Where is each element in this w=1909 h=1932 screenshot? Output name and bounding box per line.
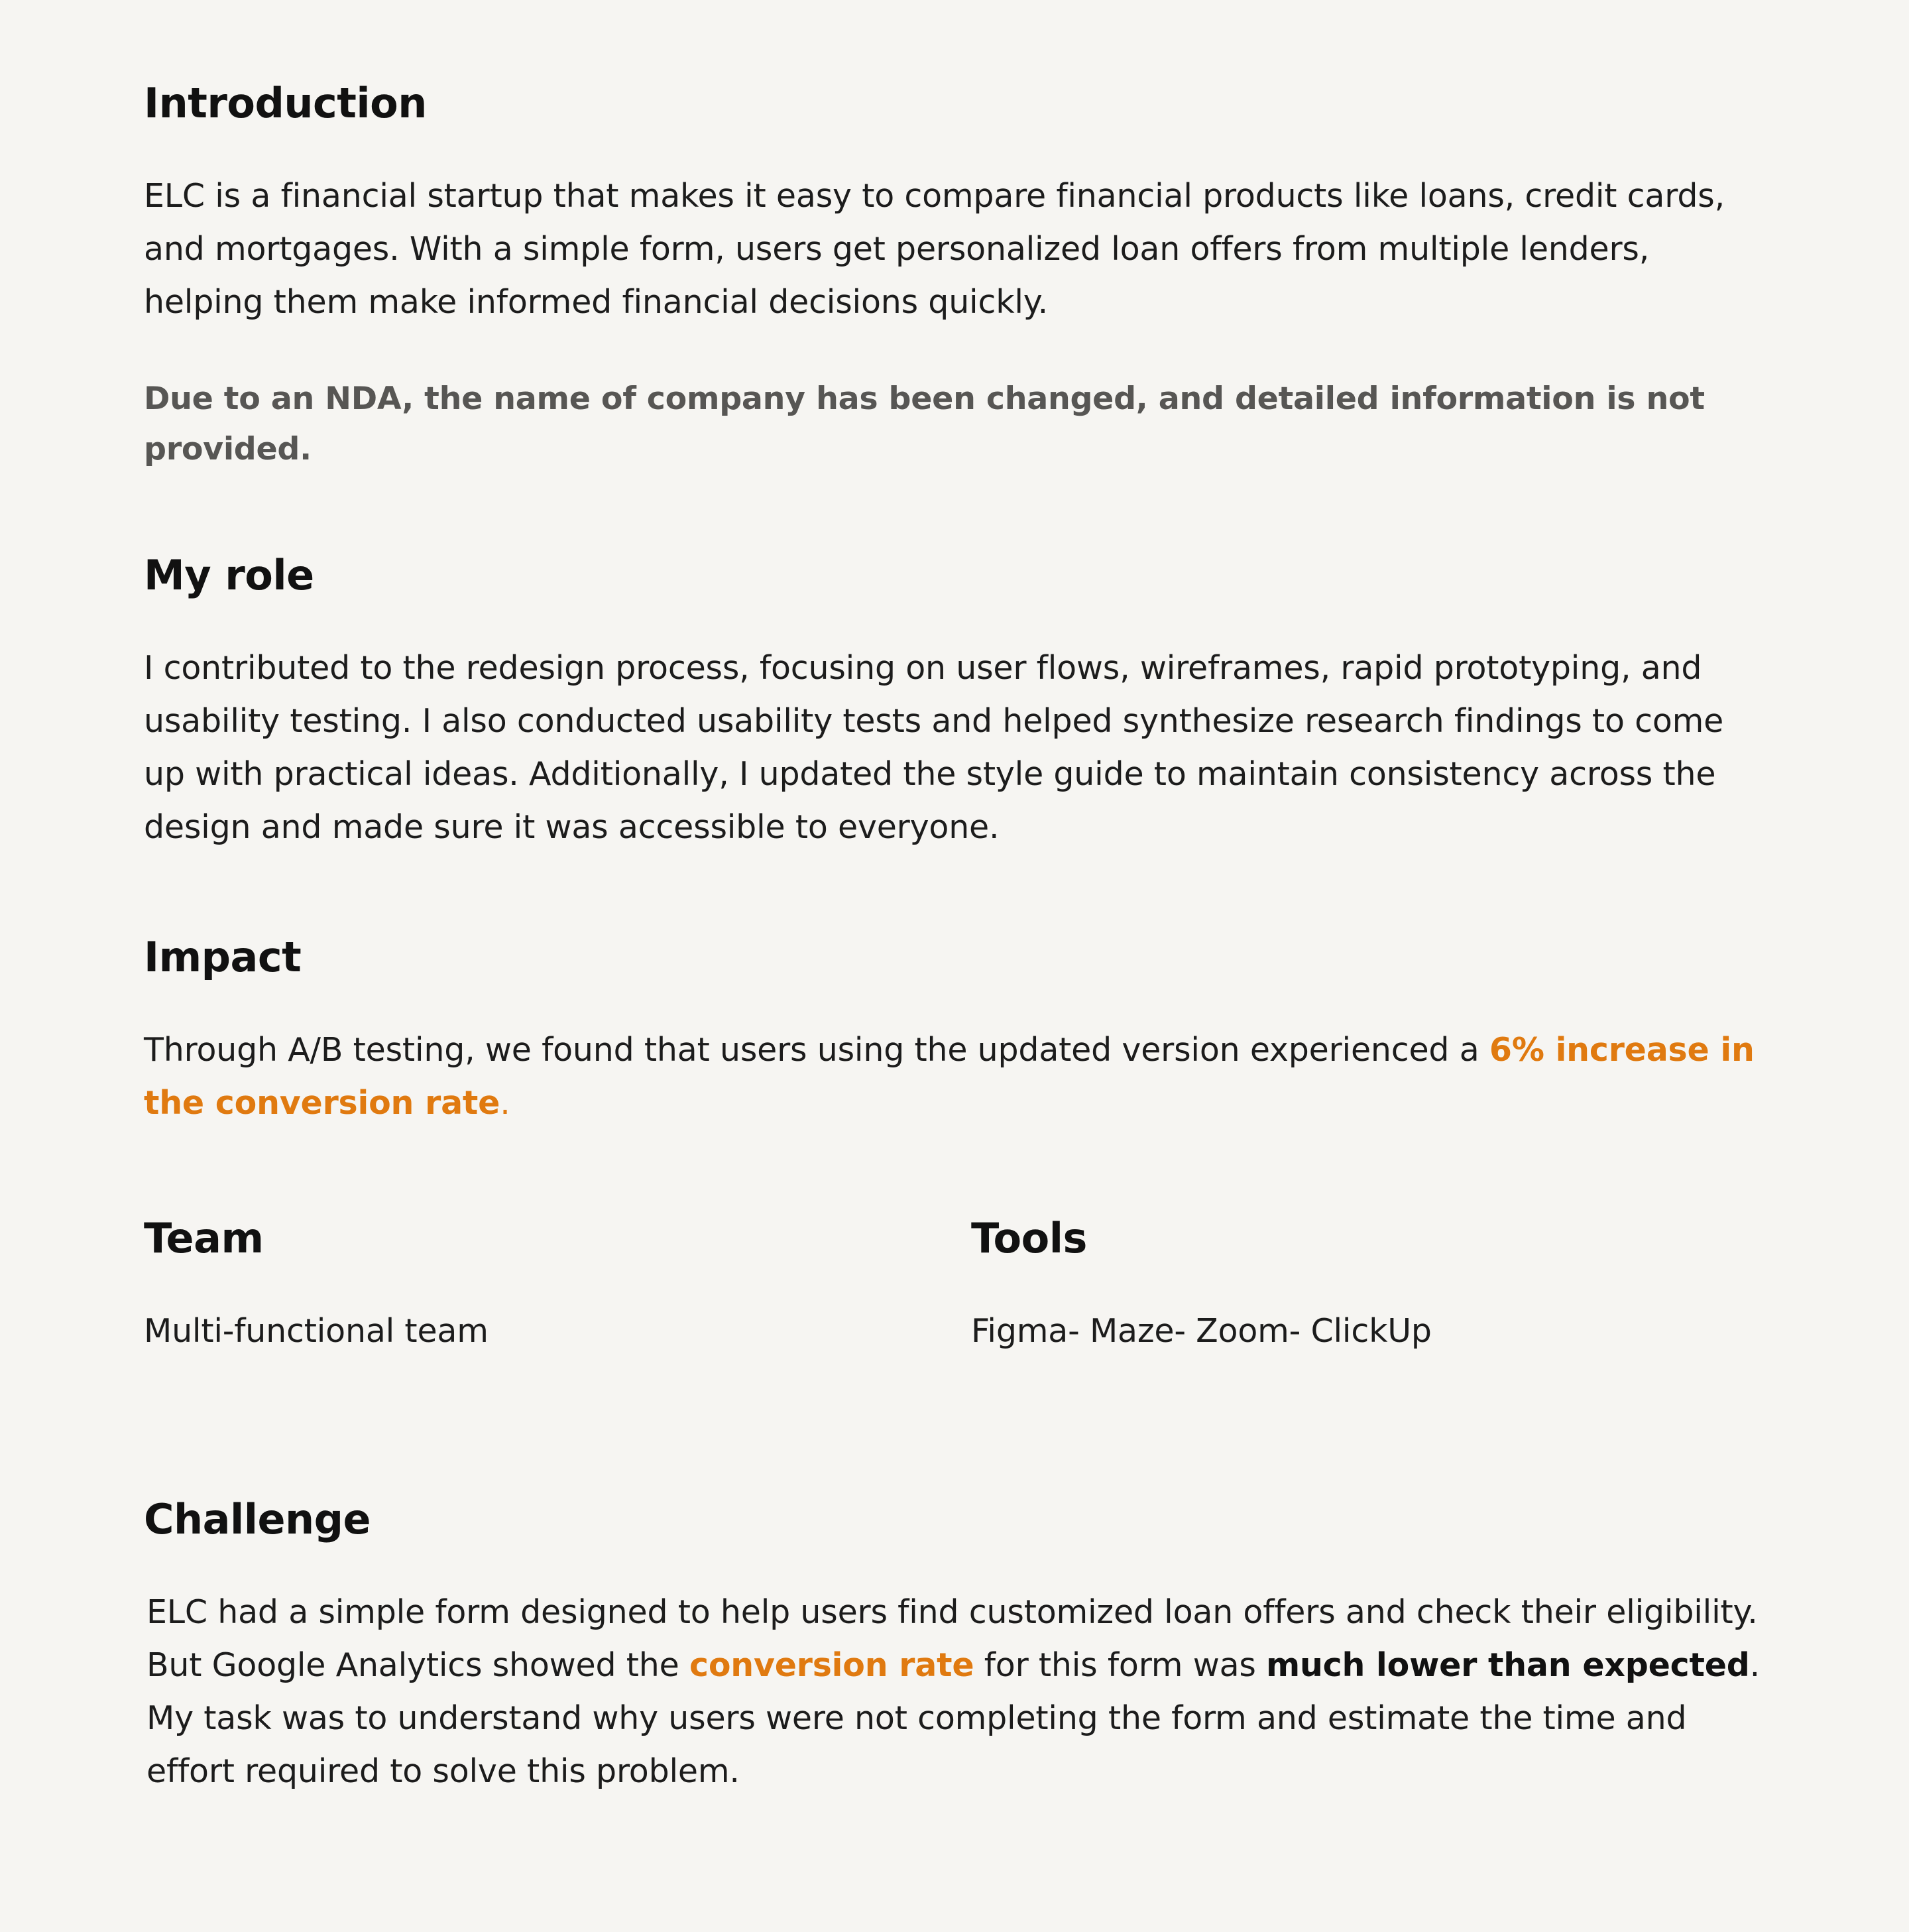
challenge-text-3: . My task was to understand why users were not completing the form and estimate the time and effort required to solve this problem.: [146, 1646, 1761, 1790]
challenge-highlight: conversion rate: [689, 1646, 974, 1684]
impact-section: [144, 928, 1768, 1130]
team-tools-row: [144, 1209, 1768, 1358]
team-heading: Team: [144, 1214, 264, 1262]
role-heading: My role: [144, 551, 314, 599]
introduction-paragraph: ELC is a financial startup that makes it easy to compare financial products like loans, credit cards, and mortgages. With a simple form, users get personalized loan offers from multiple lenders, helping them make informed financial decisions quickly.: [144, 177, 1725, 321]
challenge-section: [144, 1490, 1768, 1798]
challenge-heading: Challenge: [144, 1495, 371, 1543]
team-section: [144, 1209, 971, 1358]
challenge-bold: much lower than expected: [1266, 1646, 1750, 1684]
challenge-paragraph: [144, 1586, 1768, 1798]
impact-paragraph: [144, 1024, 1768, 1130]
tools-section: [971, 1209, 1766, 1358]
impact-heading: Impact: [144, 933, 302, 981]
challenge-text-1: ELC had a simple form designed to help users find customized loan offers and check their eligibility. But Google Analytics showed the: [146, 1593, 1758, 1684]
impact-text: Through A/B testing, we found that users using the updated version experienced a: [144, 1031, 1489, 1069]
tools-value: Figma- Maze- Zoom- ClickUp: [971, 1312, 1432, 1350]
role-section: [144, 546, 1768, 854]
impact-highlight: 6% increase in the conversion rate: [144, 1031, 1755, 1122]
tools-heading: Tools: [971, 1214, 1087, 1262]
introduction-heading: Introduction: [144, 79, 427, 127]
nda-note: Due to an NDA, the name of company has been changed, and detailed information is not provided.: [144, 381, 1705, 467]
case-study-content: [144, 74, 1768, 1798]
team-value: Multi-functional team: [144, 1312, 489, 1350]
impact-period: .: [500, 1084, 510, 1122]
role-paragraph: I contributed to the redesign process, focusing on user flows, wireframes, rapid prototyping, and usability testing. I also conducted usability tests and helped synthesize research findings to come up with practical ideas. Additionally, I updated the style guide to maintain consistency across the design and made sure it was accessible to everyone.: [144, 649, 1724, 846]
challenge-text-2: for this form was: [974, 1646, 1267, 1684]
introduction-section: [144, 74, 1768, 475]
